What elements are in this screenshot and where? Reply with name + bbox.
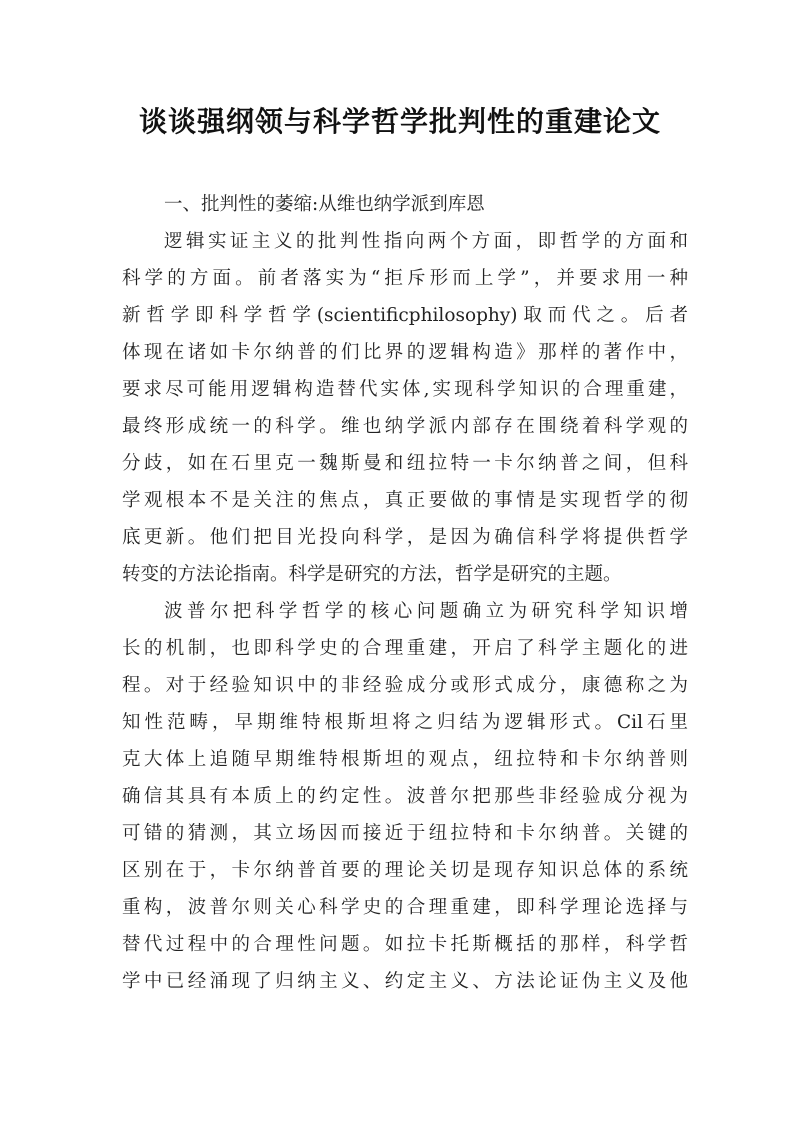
text-line: 可错的猜测，其立场因而接近于纽拉特和卡尔纳普。关键的 <box>122 823 688 844</box>
section-heading: 一、批判性的萎缩:从维也纳学派到库恩 <box>164 194 485 215</box>
document-title: 谈谈强纲领与科学哲学批判性的重建论文 <box>138 105 661 138</box>
text-line: 逻辑实证主义的批判性指向两个方面，即哲学的方面和 <box>164 231 688 252</box>
text-line: 长的机制，也即科学史的合理重建，开启了科学主题化的进 <box>122 638 688 659</box>
text-line: 分歧，如在石里克一魏斯曼和纽拉特一卡尔纳普之间，但科 <box>122 453 688 474</box>
text-line: 程。对于经验知识中的非经验成分或形式成分，康德称之为 <box>122 675 688 696</box>
document-body <box>122 186 688 1000</box>
text-line: 替代过程中的合理性问题。如拉卡托斯概括的那样，科学哲 <box>122 934 688 955</box>
text-line: 克大体上追随早期维特根斯坦的观点，纽拉特和卡尔纳普则 <box>122 749 688 770</box>
text-line: 波普尔把科学哲学的核心问题确立为研究科学知识增 <box>164 601 688 622</box>
text-line: 转变的方法论指南。科学是研究的方法，哲学是研究的主题。 <box>122 564 622 585</box>
text-line: 学中已经涌现了归纳主义、约定主义、方法论证伪主义及他 <box>122 971 688 992</box>
text-line: 区别在于，卡尔纳普首要的理论关切是现存知识总体的系统 <box>122 860 688 881</box>
text-line: 学观根本不是关注的焦点，真正要做的事情是实现哲学的彻 <box>122 490 688 511</box>
text-line: 最终形成统一的科学。维也纳学派内部存在围绕着科学观的 <box>122 416 688 437</box>
text-line: 知性范畴，早期维特根斯坦将之归结为逻辑形式。Cil石里 <box>122 712 688 733</box>
text-line: 底更新。他们把目光投向科学，是因为确信科学将提供哲学 <box>122 527 688 548</box>
text-line: 体现在诸如卡尔纳普的们比界的逻辑构造》那样的著作中， <box>122 342 688 363</box>
text-line: 新哲学即科学哲学(scientificphilosophy)取而代之。后者 <box>122 305 688 326</box>
text-line: 科学的方面。前者落实为“拒斥形而上学”，并要求用一种 <box>122 268 688 289</box>
text-line: 确信其具有本质上的约定性。波普尔把那些非经验成分视为 <box>122 786 688 807</box>
text-line: 重构，波普尔则关心科学史的合理重建，即科学理论选择与 <box>122 897 688 918</box>
text-line: 要求尽可能用逻辑构造替代实体,实现科学知识的合理重建， <box>122 379 688 400</box>
